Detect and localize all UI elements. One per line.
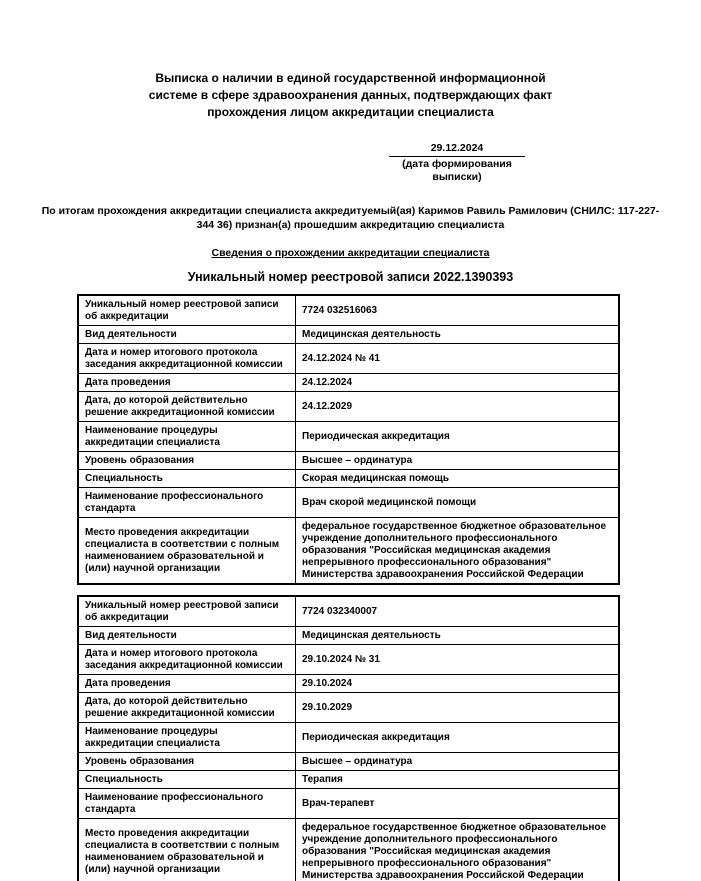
field-label: Наименование процедуры аккредитации специалиста: [78, 422, 296, 452]
field-value: федеральное государственное бюджетное образовательное учреждение дополнительного профессионального образования "Российская медицинская академия непрерывного профессионального образования" Министерства здравоохранения Российской Федерации: [296, 518, 620, 585]
table-row: [78, 470, 619, 488]
field-value: 29.10.2024 № 31: [296, 645, 620, 675]
field-value: 7724 032340007: [296, 596, 620, 627]
title-line: прохождения лицом аккредитации специалиста: [207, 105, 494, 119]
field-value: Высшее – ординатура: [296, 452, 620, 470]
table-row: [78, 488, 619, 518]
table-row: [78, 422, 619, 452]
table-row: [78, 675, 619, 693]
field-label: Уровень образования: [78, 753, 296, 771]
table-row: [78, 693, 619, 723]
document-title: [0, 0, 701, 121]
accreditation-table-2: [77, 595, 620, 881]
field-value: Периодическая аккредитация: [296, 723, 620, 753]
table-row: [78, 753, 619, 771]
table-row: [78, 723, 619, 753]
field-value: Медицинская деятельность: [296, 326, 620, 344]
field-label: Вид деятельности: [78, 326, 296, 344]
field-label: Дата и номер итогового протокола заседания аккредитационной комиссии: [78, 344, 296, 374]
field-value: Периодическая аккредитация: [296, 422, 620, 452]
table-row: [78, 627, 619, 645]
table-row: [78, 344, 619, 374]
table-row: [78, 518, 619, 585]
field-value: Врач скорой медицинской помощи: [296, 488, 620, 518]
field-label: Дата, до которой действительно решение аккредитационной комиссии: [78, 693, 296, 723]
registry-heading: Уникальный номер реестровой записи 2022.1390393: [187, 270, 514, 284]
accreditation-table-1: [77, 294, 620, 585]
field-value: федеральное государственное бюджетное образовательное учреждение дополнительного профессионального образования "Российская медицинская академия непрерывного профессионального образования" Министерства здравоохранения Российской Федерации: [296, 819, 620, 881]
field-value: Врач-терапевт: [296, 789, 620, 819]
table-row: [78, 374, 619, 392]
date-block: [381, 142, 533, 184]
field-value: 24.12.2024: [296, 374, 620, 392]
field-label: Наименование профессионального стандарта: [78, 488, 296, 518]
field-label: Специальность: [78, 470, 296, 488]
field-value: 29.10.2024: [296, 675, 620, 693]
table-row: [78, 596, 619, 627]
field-value: 7724 032516063: [296, 295, 620, 326]
title-line: Выписка о наличии в единой государственной информационной: [155, 71, 546, 85]
field-label: Наименование процедуры аккредитации специалиста: [78, 723, 296, 753]
field-label: Специальность: [78, 771, 296, 789]
table-row: [78, 326, 619, 344]
field-label: Дата и номер итогового протокола заседания аккредитационной комиссии: [78, 645, 296, 675]
section-heading: Сведения о прохождении аккредитации специалиста: [211, 247, 490, 259]
field-label: Вид деятельности: [78, 627, 296, 645]
field-label: Уровень образования: [78, 452, 296, 470]
field-value: 24.12.2024 № 41: [296, 344, 620, 374]
field-label: Уникальный номер реестровой записи об аккредитации: [78, 596, 296, 627]
title-line: системе в сфере здравоохранения данных, подтверждающих факт: [148, 88, 553, 102]
field-value: Скорая медицинская помощь: [296, 470, 620, 488]
field-label: Дата проведения: [78, 374, 296, 392]
table-row: [78, 392, 619, 422]
extract-date: 29.12.2024: [389, 142, 525, 157]
field-label: Наименование профессионального стандарта: [78, 789, 296, 819]
date-caption: (дата формирования выписки): [402, 158, 512, 183]
field-label: Место проведения аккредитации специалиста в соответствии с полным наименованием образовательной и (или) научной организации: [78, 518, 296, 585]
table-row: [78, 452, 619, 470]
field-value: 29.10.2029: [296, 693, 620, 723]
table-row: [78, 645, 619, 675]
intro-line: По итогам прохождения аккредитации специалиста аккредитуемый(ая) Каримов Равиль Рамилович (СНИЛС: 117-227-: [41, 205, 660, 217]
table-row: [78, 819, 619, 881]
field-label: Дата проведения: [78, 675, 296, 693]
field-value: Медицинская деятельность: [296, 627, 620, 645]
field-label: Дата, до которой действительно решение аккредитационной комиссии: [78, 392, 296, 422]
table-row: [78, 771, 619, 789]
intro-line: 344 36) признан(а) прошедшим аккредитацию специалиста: [196, 219, 505, 231]
field-value: Высшее – ординатура: [296, 753, 620, 771]
field-label: Место проведения аккредитации специалиста в соответствии с полным наименованием образовательной и (или) научной организации: [78, 819, 296, 881]
table-row: [78, 789, 619, 819]
field-label: Уникальный номер реестровой записи об аккредитации: [78, 295, 296, 326]
field-value: Терапия: [296, 771, 620, 789]
field-value: 24.12.2029: [296, 392, 620, 422]
intro-paragraph: [0, 204, 701, 232]
table-row: [78, 295, 619, 326]
